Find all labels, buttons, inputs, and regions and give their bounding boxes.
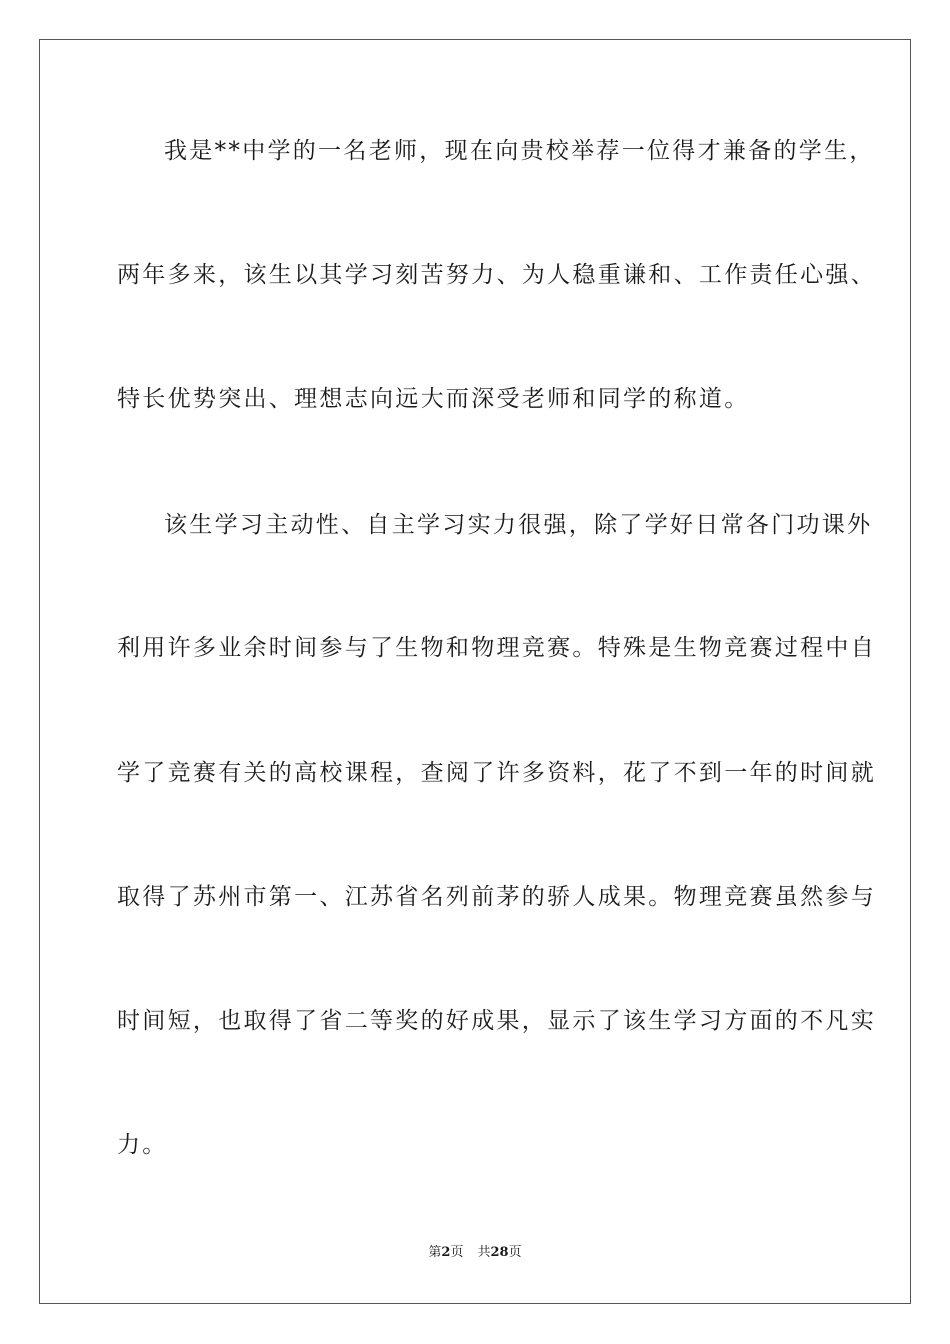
paragraph-2-line-6: 力。 (117, 1132, 168, 1158)
paragraph-2-line-3: 学了竞赛有关的高校课程，查阅了许多资料，花了不到一年的时间就 (117, 760, 876, 786)
page-footer (0, 1243, 950, 1263)
paragraph-1-line-1: 我是**中学的一名老师，现在向贵校举荐一位得才兼备的学生， (164, 138, 875, 164)
page-prefix: 第 (428, 1245, 442, 1260)
paragraph-2-line-4: 取得了苏州市第一、江苏省名列前茅的骄人成果。物理竞赛虽然参与 (117, 884, 876, 910)
total-prefix: 共 (477, 1245, 491, 1260)
paragraph-2-line-5: 时间短，也取得了省二等奖的好成果，显示了该生学习方面的不凡实 (117, 1008, 876, 1034)
page-suffix: 页 (450, 1245, 464, 1260)
page-border (39, 39, 911, 1304)
paragraph-1-line-2: 两年多来，该生以其学习刻苦努力、为人稳重谦和、工作责任心强、 (117, 262, 876, 288)
paragraph-1-line-3: 特长优势突出、理想志向远大而深受老师和同学的称道。 (117, 386, 750, 412)
paragraph-2-line-1: 该生学习主动性、自主学习实力很强，除了学好日常各门功课外 (164, 512, 873, 538)
page-number: 2 (441, 1245, 451, 1260)
paragraph-2-line-2: 利用许多业余时间参与了生物和物理竞赛。特殊是生物竞赛过程中自 (117, 635, 876, 661)
total-suffix: 页 (508, 1245, 522, 1260)
total-pages: 28 (490, 1245, 509, 1260)
